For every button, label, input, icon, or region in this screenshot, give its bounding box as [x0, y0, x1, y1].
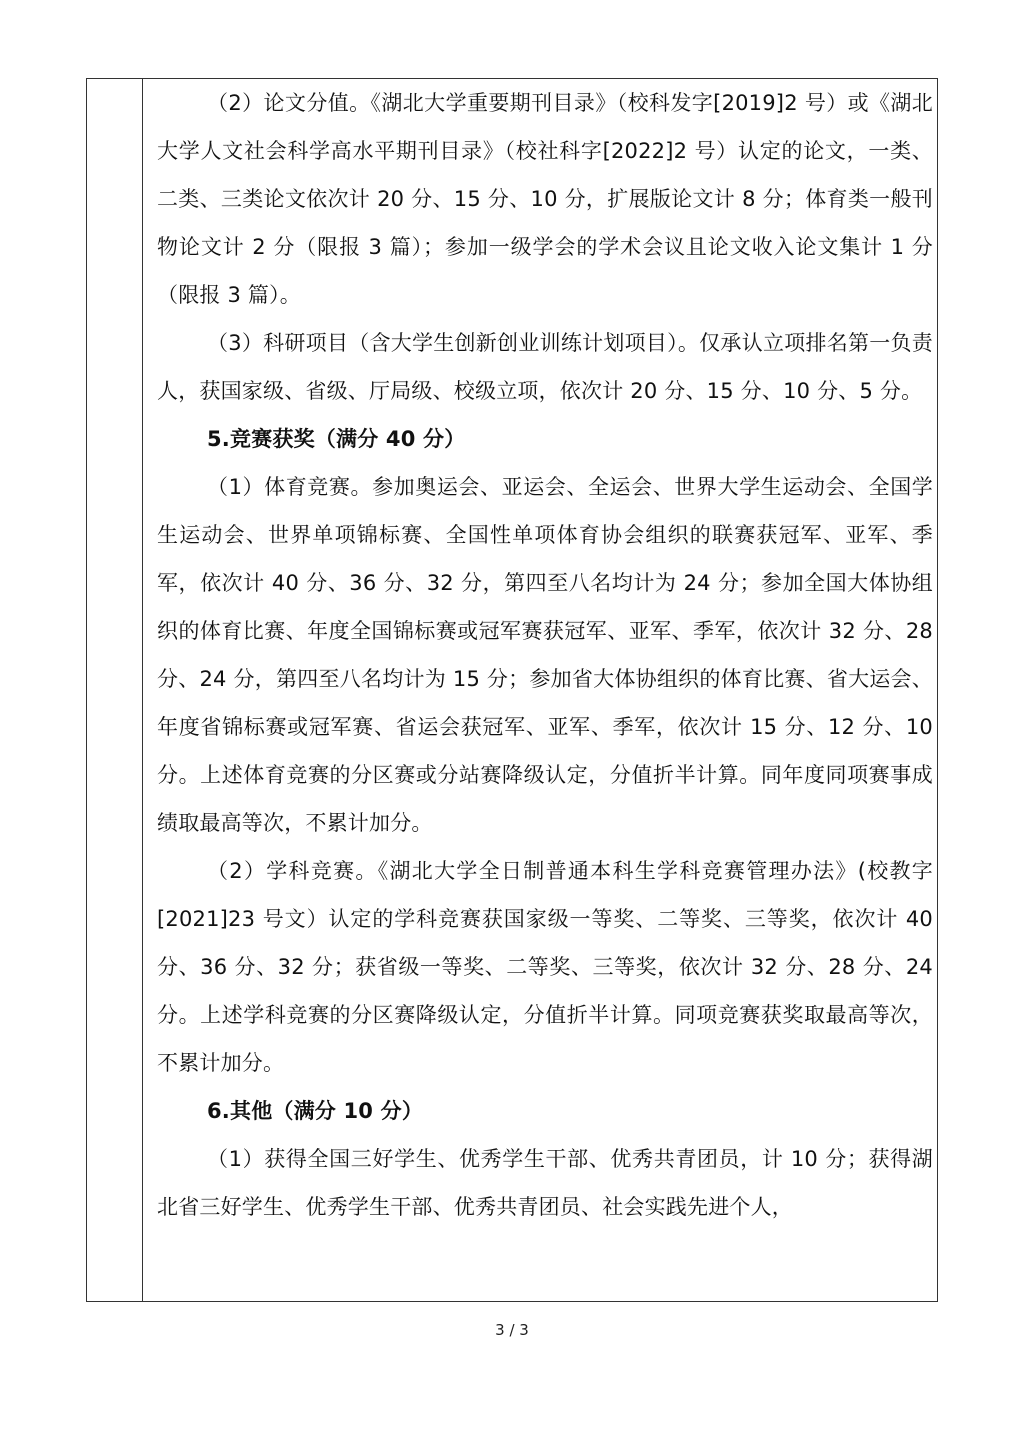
heading-competition-awards: 5.竞赛获奖（满分 40 分）	[207, 427, 466, 451]
criteria-table	[86, 78, 938, 1302]
table-content-cell	[157, 79, 933, 1231]
paragraph-paper-value: （2）论文分值。《湖北大学重要期刊目录》（校科发字[2019]2 号）或《湖北大学人文社会科学高水平期刊目录》（校社科字[2022]2 号）认定的论文，一类、二类、三类论文依次计 20 分、15 分、10 分，扩展版论文计 8 分；体育类一般刊物论文计 2 分（限报 3 篇）；参加一级学会的学术会议且论文收入论文集计 1 分（限报 3 篇）。	[157, 91, 933, 307]
page-number: 3 / 3	[495, 1321, 529, 1339]
paragraph-subject-competition: （2）学科竞赛。《湖北大学全日制普通本科生学科竞赛管理办法》(校教字[2021]23 号文）认定的学科竞赛获国家级一等奖、二等奖、三等奖，依次计 40 分、36 分、32 分；获省级一等奖、二等奖、三等奖，依次计 32 分、28 分、24 分。上述学科竞赛的分区赛降级认定，分值折半计算。同项竞赛获奖取最高等次，不累计加分。	[157, 859, 933, 1075]
paragraph-research-projects: （3）科研项目（含大学生创新创业训练计划项目）。仅承认立项排名第一负责人，获国家级、省级、厅局级、校级立项，依次计 20 分、15 分、10 分、5 分。	[157, 331, 933, 403]
paragraph-sports-competition: （1）体育竞赛。参加奥运会、亚运会、全运会、世界大学生运动会、全国学生运动会、世界单项锦标赛、全国性单项体育协会组织的联赛获冠军、亚军、季军，依次计 40 分、36 分、32 分，第四至八名均计为 24 分；参加全国大体协组织的体育比赛、年度全国锦标赛或冠军赛获冠军、亚军、季军，依次计 32 分、28 分、24 分，第四至八名均计为 15 分；参加省大体协组织的体育比赛、省大运会、年度省锦标赛或冠军赛、省运会获冠军、亚军、季军，依次计 15 分、12 分、10 分。上述体育竞赛的分区赛或分站赛降级认定，分值折半计算。同年度同项赛事成绩取最高等次，不累计加分。	[157, 475, 933, 835]
paragraph-honors: （1）获得全国三好学生、优秀学生干部、优秀共青团员，计 10 分；获得湖北省三好学生、优秀学生干部、优秀共青团员、社会实践先进个人，	[157, 1147, 933, 1219]
heading-other: 6.其他（满分 10 分）	[207, 1099, 424, 1123]
table-left-column	[87, 79, 143, 1301]
